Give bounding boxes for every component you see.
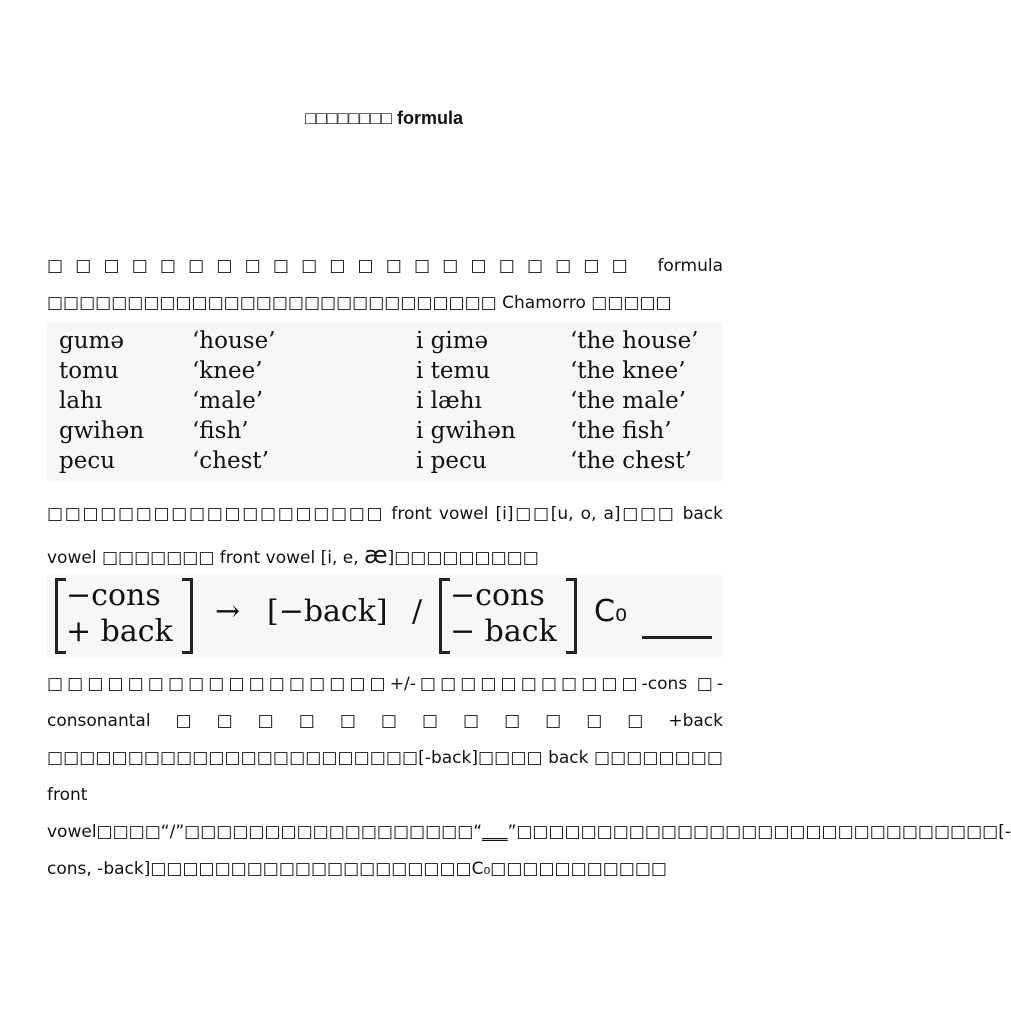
definite-form: i gimə [416,328,489,354]
explanation-paragraph [47,494,723,579]
definite-form: i læhı [416,388,482,414]
definite-gloss: ‘the male’ [570,388,687,414]
formula-explanation-paragraph [47,666,1011,888]
table-row [59,356,720,386]
page-title: □□□□□□□□ formula [305,108,463,128]
phonological-rule-formula [47,574,722,658]
definite-form: i pecu [416,448,487,474]
input-feature-back: + back [66,614,173,649]
word-gloss: ‘fish’ [192,418,249,444]
c0-symbol: C₀ [594,594,627,629]
word-gloss: ‘chest’ [192,448,269,474]
table-row [59,386,720,416]
formula-explanation-text-2: ”□□□□□□□□□□□□□□□□□□□□□□□□□□□□□□[-cons, -back]□□□□□□□□□□□□□□□□□□□□C₀□□□□□□□□□□□ [47,822,1011,879]
definite-form: i gwihən [416,418,516,444]
definite-gloss: ‘the knee’ [570,358,686,384]
word-form: gumə [59,328,124,354]
chamorro-data-figure [47,322,722,482]
output-feature: [−back] [267,594,388,629]
explanation-text-2: ]□□□□□□□□□ [387,548,539,568]
blank-symbol: ___ [482,822,508,842]
explanation-text-1: □□□□□□□□□□□□□□□□□□□ front vowel [i]□□[u, o, a]□□□ back vowel □□□□□□□ front vowel [i, e, [47,504,723,568]
ae-symbol: æ [364,541,388,569]
environment-feature-cons: −cons [450,578,545,613]
input-feature-cons: −cons [66,578,161,613]
word-form: tomu [59,358,119,384]
table-row [59,416,720,446]
word-gloss: ‘male’ [192,388,264,414]
table-row [59,446,720,476]
definite-gloss: ‘the house’ [570,328,699,354]
table-row [59,326,720,356]
rule-arrow: → [215,594,241,629]
formula-explanation-text-1: □□□□□□□□□□□□□□□□□+/-□□□□□□□□□□□-cons □-consonantal□□□□□□□□□□□□+back □□□□□□□□□□□□□□□□□□□□□□□[-back]□□□□ back □□□□□□□□ front vowel□□□□“/”□□□□□□□□□□□□□□□□□□“ [47,674,723,842]
definite-form: i temu [416,358,491,384]
word-gloss: ‘knee’ [192,358,263,384]
intro-paragraph: □□□□□□□□□□□□□□□□□□□□□ formula □□□□□□□□□□□□□□□□□□□□□□□□□□□□ Chamorro □□□□□ [47,256,723,313]
environment-feature-back: − back [450,614,557,649]
definite-gloss: ‘the fish’ [570,418,672,444]
environment-feature-matrix [439,578,577,654]
chamorro-word-table [59,326,720,476]
word-form: pecu [59,448,116,474]
target-position-blank [642,636,712,639]
environment-slash: / [412,594,423,629]
definite-gloss: ‘the chest’ [570,448,692,474]
word-gloss: ‘house’ [192,328,276,354]
word-form: lahı [59,388,103,414]
word-form: gwihən [59,418,145,444]
input-feature-matrix [55,578,193,654]
